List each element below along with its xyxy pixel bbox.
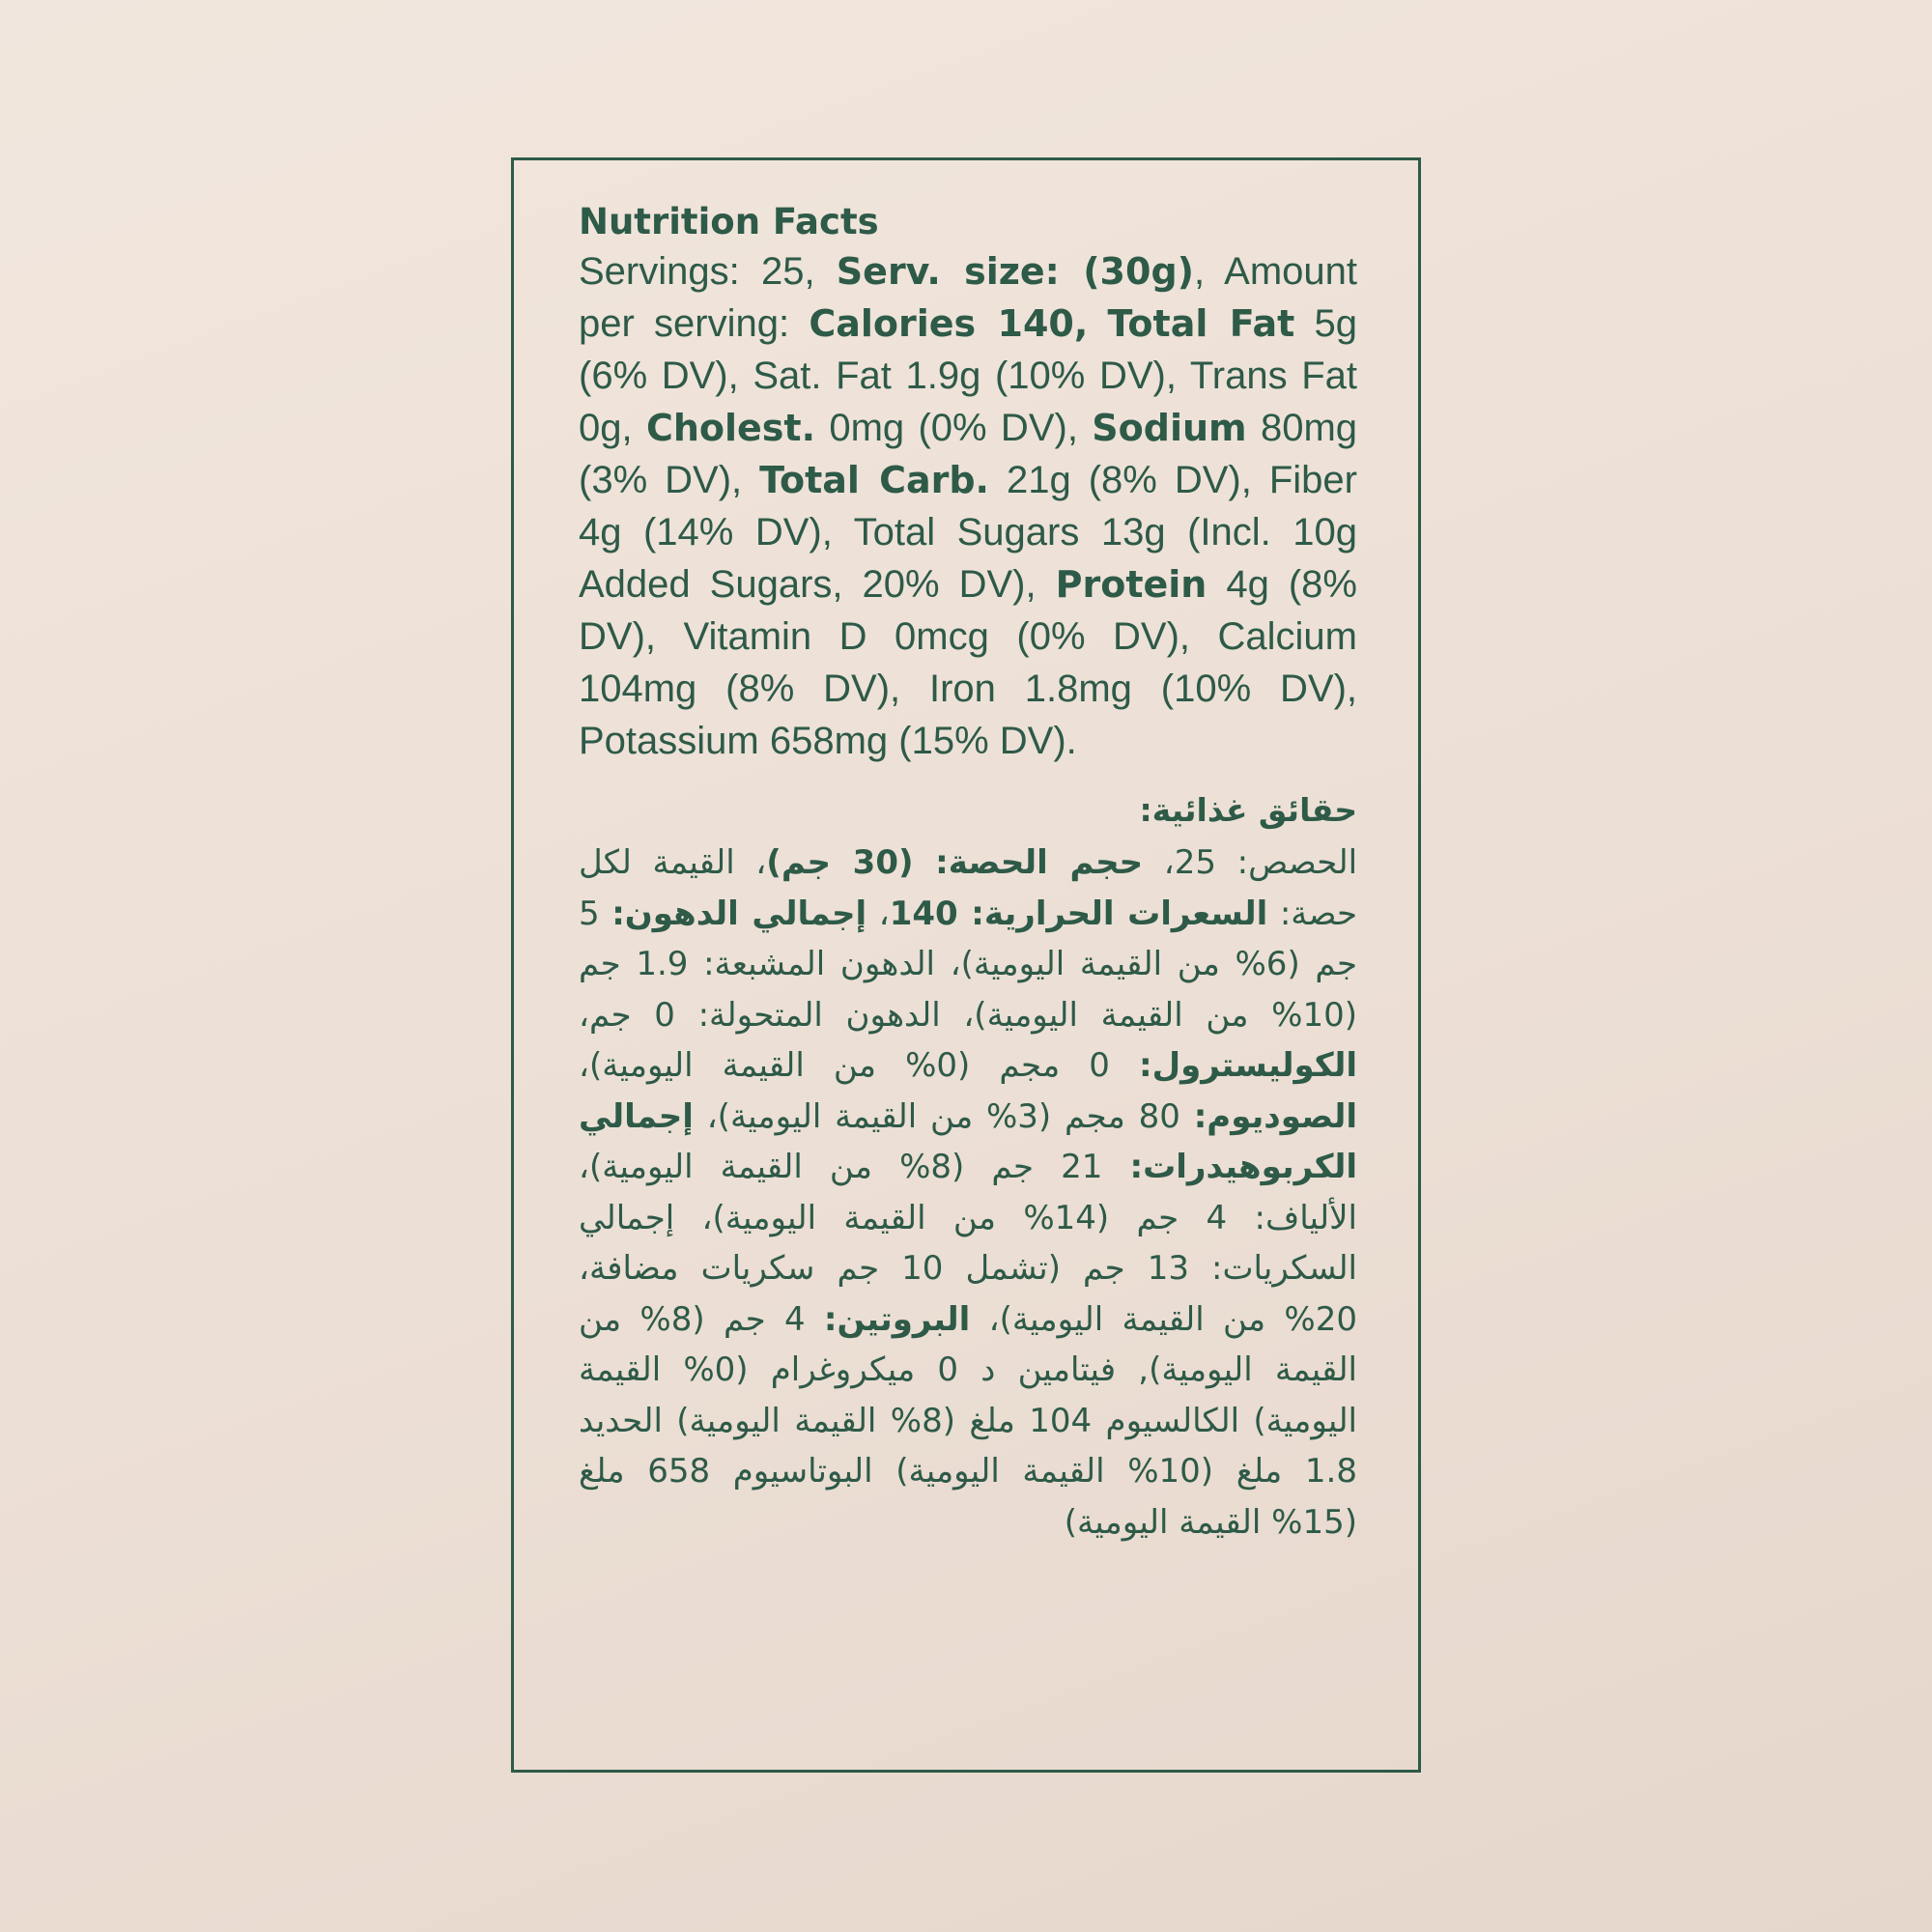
english-bold-segment: Serv. size: (30g): [836, 250, 1195, 294]
english-bold-segment: Calories 140,: [809, 302, 1089, 346]
nutrition-label-content: [579, 201, 1357, 1548]
english-segment: 21g (8% DV), Fiber 4g (14% DV), Total Sugars 13g (Incl. 10g Added Sugars, 20% DV),: [579, 459, 1357, 607]
arabic-segment: الحصص: 25،: [1143, 843, 1358, 883]
english-segment: 0mg (0% DV),: [815, 407, 1093, 450]
english-segment: Servings: 25,: [579, 250, 837, 294]
arabic-bold-segment: البروتين:: [823, 1299, 971, 1339]
arabic-title: حقائق غذائية:: [1139, 791, 1357, 830]
english-segment: 80mg (3% DV),: [579, 407, 1358, 502]
english-segment: [1088, 302, 1107, 345]
arabic-segment: ،: [867, 894, 890, 933]
arabic-segment: 5 جم (6% من القيمة اليومية)، الدهون المشبعة: 1.9 جم (10% من القيمة اليومية)، الدهون المتحولة: 0 جم،: [579, 894, 1358, 1035]
arabic-bold-segment: إجمالي الكربوهيدرات:: [579, 1096, 1357, 1187]
nutrition-label-panel: [511, 157, 1421, 1773]
english-segment: 4g (8% DV), Vitamin D 0mcg (0% DV), Calcium 104mg (8% DV), Iron 1.8mg (10% DV), Potassium 658mg (15% DV).: [579, 563, 1357, 763]
arabic-bold-segment: الصوديوم:: [1193, 1096, 1357, 1136]
arabic-bold-segment: حجم الحصة: (30 جم): [766, 843, 1144, 883]
english-bold-segment: Total Carb.: [759, 459, 989, 502]
arabic-segment: 21 جم (8% من القيمة اليومية)، الألياف: 4 جم (14% من القيمة اليومية)، إجمالي السكريات: 13 جم (تشمل 10 جم سكريات مضافة، 20% من القيمة اليومية)،: [579, 1148, 1358, 1339]
arabic-segment: 0 مجم (0% من القيمة اليومية)،: [579, 1046, 1139, 1086]
english-bold-segment: Protein: [1055, 563, 1208, 607]
english-nutrition-text: [579, 245, 1357, 767]
english-segment: , Amount per serving:: [579, 250, 1357, 346]
english-segment: 5g (6% DV), Sat. Fat 1.9g (10% DV), Trans Fat 0g,: [579, 302, 1357, 450]
arabic-segment: 80 مجم (3% من القيمة اليومية)،: [693, 1096, 1194, 1136]
arabic-segment: ، القيمة لكل حصة:: [579, 843, 1358, 933]
arabic-nutrition-text: [579, 838, 1357, 1548]
english-bold-segment: Total Fat: [1107, 302, 1295, 346]
english-bold-segment: Cholest.: [645, 407, 816, 450]
arabic-bold-segment: إجمالي الدهون:: [611, 894, 867, 933]
english-title: Nutrition Facts: [579, 201, 879, 242]
arabic-bold-segment: السعرات الحرارية: 140: [889, 894, 1268, 933]
english-bold-segment: Sodium: [1092, 407, 1247, 450]
arabic-bold-segment: الكوليسترول:: [1139, 1046, 1358, 1086]
arabic-segment: 4 جم (8% من القيمة اليومية), فيتامين د 0 ميكروغرام (0% القيمة اليومية) الكالسيوم 104 ملغ (8% القيمة اليومية) الحديد 1.8 ملغ (10% القيمة اليومية) البوتاسيوم 658 ملغ (15% القيمة اليومية): [579, 1299, 1358, 1542]
